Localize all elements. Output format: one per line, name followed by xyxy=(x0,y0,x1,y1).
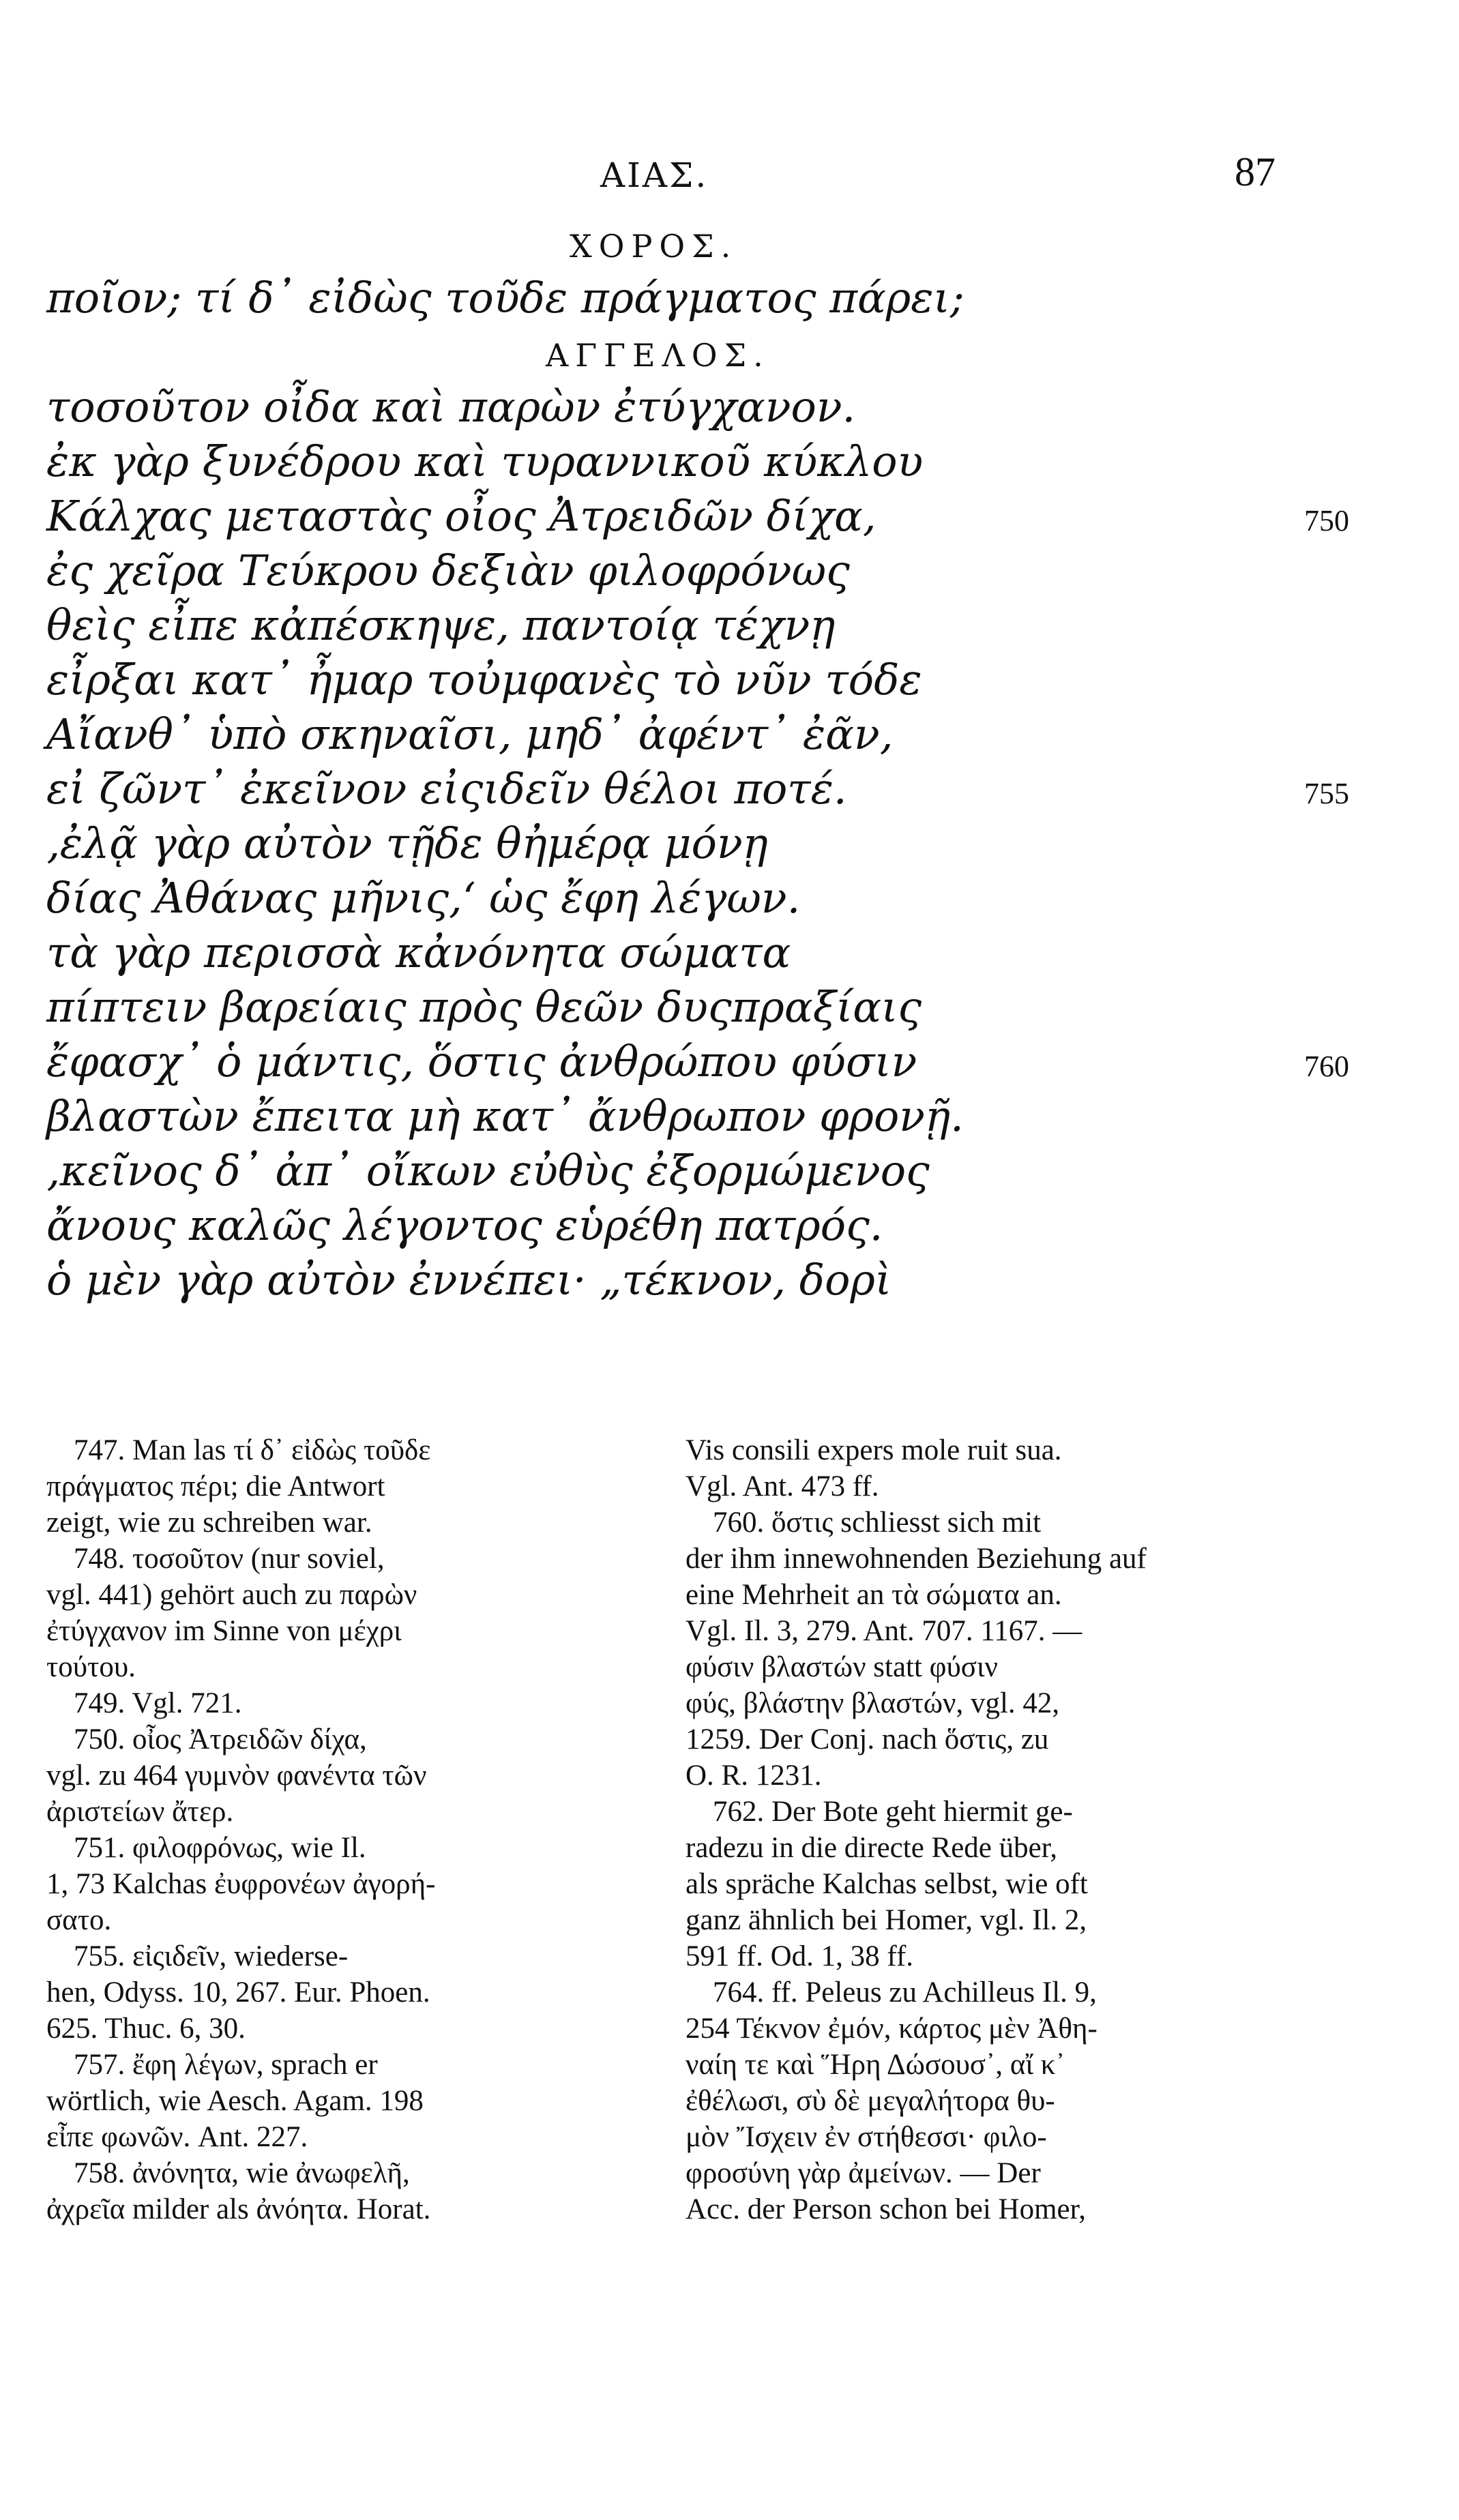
commentary-line: 751. φιλοφρόνως, wie Il. xyxy=(74,1832,366,1864)
commentary-line: O. R. 1231. xyxy=(686,1760,822,1792)
commentary-line: εἶπε φωνῶν. Ant. 227. xyxy=(46,2121,308,2153)
page-number: 87 xyxy=(1235,149,1276,194)
verse-line: Αἴανθ᾽ ὑπὸ σκηναῖσι, μηδ᾽ ἀφέντ᾽ ἐᾶν, xyxy=(46,709,894,759)
verse-line: ἄνους καλῶς λέγοντος εὑρέθη πατρός. xyxy=(46,1200,883,1250)
verse-line: ποῖον; τί δ᾽ εἰδὼς τοῦδε πράγματος πάρει; xyxy=(46,273,964,323)
commentary-line: Vgl. Il. 3, 279. Ant. 707. 1167. — xyxy=(686,1615,1082,1647)
speaker-name: ΑΓΓΕΛΟΣ. xyxy=(546,337,770,374)
commentary-line: φύσιν βλαστών statt φύσιν xyxy=(686,1651,998,1683)
commentary-line: 747. Man las τί δ᾽ εἰδὼς τοῦδε xyxy=(74,1434,431,1466)
line-number: 760 xyxy=(1304,1050,1349,1083)
verse-line: θεὶς εἶπε κἀπέσκηψε, παντοίᾳ τέχνῃ xyxy=(46,600,836,650)
commentary-line: σατο. xyxy=(46,1904,112,1936)
commentary-line: 625. Thuc. 6, 30. xyxy=(46,2013,246,2045)
commentary-line: radezu in die directe Rede über, xyxy=(686,1832,1058,1864)
commentary-line: Vgl. Ant. 473 ff. xyxy=(686,1470,879,1502)
commentary-line: 591 ff. Od. 1, 38 ff. xyxy=(686,1940,914,1972)
commentary-line: 758. ἀνόνητα, wie ἀνωφελῆ, xyxy=(74,2157,410,2189)
commentary-line: ἐθέλωσι, σὺ δὲ μεγαλήτορα θυ- xyxy=(686,2085,1055,2117)
commentary-line: 750. οἶος Ἀτρειδῶν δίχα, xyxy=(74,1723,367,1755)
commentary-line: hen, Odyss. 10, 267. Eur. Phoen. xyxy=(46,1976,430,2008)
verse-line: εἶρξαι κατ᾽ ἦμαρ τοὐμφανὲς τὸ νῦν τόδε xyxy=(46,655,922,705)
commentary-left-column xyxy=(46,1432,647,2227)
verse-line: βλαστὼν ἔπειτα μὴ κατ᾽ ἄνθρωπον φρονῇ. xyxy=(46,1091,964,1141)
verse-line: ἐς χεῖρα Τεύκρου δεξιὰν φιλοφρόνως xyxy=(46,546,850,595)
commentary-line: vgl. 441) gehört auch zu παρὼν xyxy=(46,1579,417,1611)
commentary-line: der ihm innewohnenden Beziehung auf xyxy=(686,1543,1147,1575)
verse-line: εἰ ζῶντ᾽ ἐκεῖνον εἰςιδεῖν θέλοι ποτέ. xyxy=(46,764,847,814)
verse-line: τὰ γὰρ περισσὰ κἀνόνητα σώματα xyxy=(46,928,791,977)
commentary-line: 755. εἰςιδεῖν, wiederse- xyxy=(74,1940,349,1972)
line-number: 750 xyxy=(1304,504,1349,537)
commentary-line: μὸν Ἴσχειν ἐν στήθεσσι· φιλο- xyxy=(686,2121,1047,2153)
verse-line: Κάλχας μεταστὰς οἶος Ἀτρειδῶν δίχα, xyxy=(46,491,876,541)
commentary-line: 748. τοσοῦτον (nur soviel, xyxy=(74,1543,385,1575)
verse-line: πίπτειν βαρείαις πρὸς θεῶν δυςπραξίαις xyxy=(46,982,922,1032)
commentary-line: Vis consili expers mole ruit sua. xyxy=(686,1434,1062,1466)
commentary-line: 1, 73 Kalchas ἐυφρονέων ἀγορή- xyxy=(46,1868,436,1900)
commentary-line: πράγματος πέρι; die Antwort xyxy=(46,1470,385,1502)
commentary-line: zeigt, wie zu schreiben war. xyxy=(46,1507,372,1539)
commentary-line: 760. ὅστις schliesst sich mit xyxy=(713,1507,1042,1539)
running-head: ΑΙΑΣ. xyxy=(600,155,709,195)
commentary-right-column xyxy=(686,1432,1272,2227)
commentary-line: ἀχρεῖα milder als ἀνόητα. Horat. xyxy=(46,2193,431,2225)
verse-line: ἔφασχ᾽ ὁ μάντις, ὅστις ἀνθρώπου φύσιν xyxy=(46,1037,917,1086)
commentary-line: τούτου. xyxy=(46,1651,136,1683)
commentary-line: eine Mehrheit an τὰ σώματα an. xyxy=(686,1579,1062,1611)
verse-line: ὁ μὲν γὰρ αὐτὸν ἐννέπει· „τέκνον, δορὶ xyxy=(46,1255,892,1305)
commentary-line: als spräche Kalchas selbst, wie oft xyxy=(686,1868,1088,1900)
commentary-line: 764. ff. Peleus zu Achilleus Il. 9, xyxy=(713,1976,1097,2008)
commentary-line: wörtlich, wie Aesch. Agam. 198 xyxy=(46,2085,424,2117)
commentary-line: φροσύνη γὰρ ἀμείνων. — Der xyxy=(686,2157,1041,2189)
commentary-line: ἀριστείων ἄτερ. xyxy=(46,1796,234,1828)
commentary-line: ἐτύγχανον im Sinne von μέχρι xyxy=(46,1615,402,1647)
verse-line: ‚κεῖνος δ᾽ ἀπ᾽ οἴκων εὐθὺς ἐξορμώμενος xyxy=(46,1146,930,1196)
commentary-line: ναίη τε καὶ Ἥρη Δώσουσ᾽, αἴ κ᾽ xyxy=(686,2049,1065,2081)
speaker-name: ΧΟΡΟΣ. xyxy=(570,228,738,265)
commentary-line: Acc. der Person schon bei Homer, xyxy=(686,2193,1086,2225)
commentary-line: 762. Der Bote geht hiermit ge- xyxy=(713,1796,1073,1828)
verse-line: ἐκ γὰρ ξυνέδρου καὶ τυραννικοῦ κύκλου xyxy=(46,436,924,486)
commentary-line: 254 Τέκνον ἐμόν, κάρτος μὲν Ἀθη- xyxy=(686,2013,1097,2045)
commentary-line: vgl. zu 464 γυμνὸν φανέντα τῶν xyxy=(46,1760,427,1792)
commentary-line: 757. ἔφη λέγων, sprach er xyxy=(74,2049,378,2081)
verse-line: τοσοῦτον οἶδα καὶ παρὼν ἐτύγχανον. xyxy=(46,382,856,432)
verse-line: δίας Ἀθάνας μῆνις,‘ ὡς ἔφη λέγων. xyxy=(46,873,801,923)
commentary-line: φύς, βλάστην βλαστών, vgl. 42, xyxy=(686,1687,1060,1719)
commentary-line: ganz ähnlich bei Homer, vgl. Il. 2, xyxy=(686,1904,1087,1936)
commentary-line: 749. Vgl. 721. xyxy=(74,1687,242,1719)
commentary-line: 1259. Der Conj. nach ὅστις, zu xyxy=(686,1723,1049,1755)
line-number: 755 xyxy=(1304,777,1349,810)
verse-line: ‚ἐλᾷ γὰρ αὐτὸν τῇδε θἠμέρᾳ μόνῃ xyxy=(46,818,768,868)
